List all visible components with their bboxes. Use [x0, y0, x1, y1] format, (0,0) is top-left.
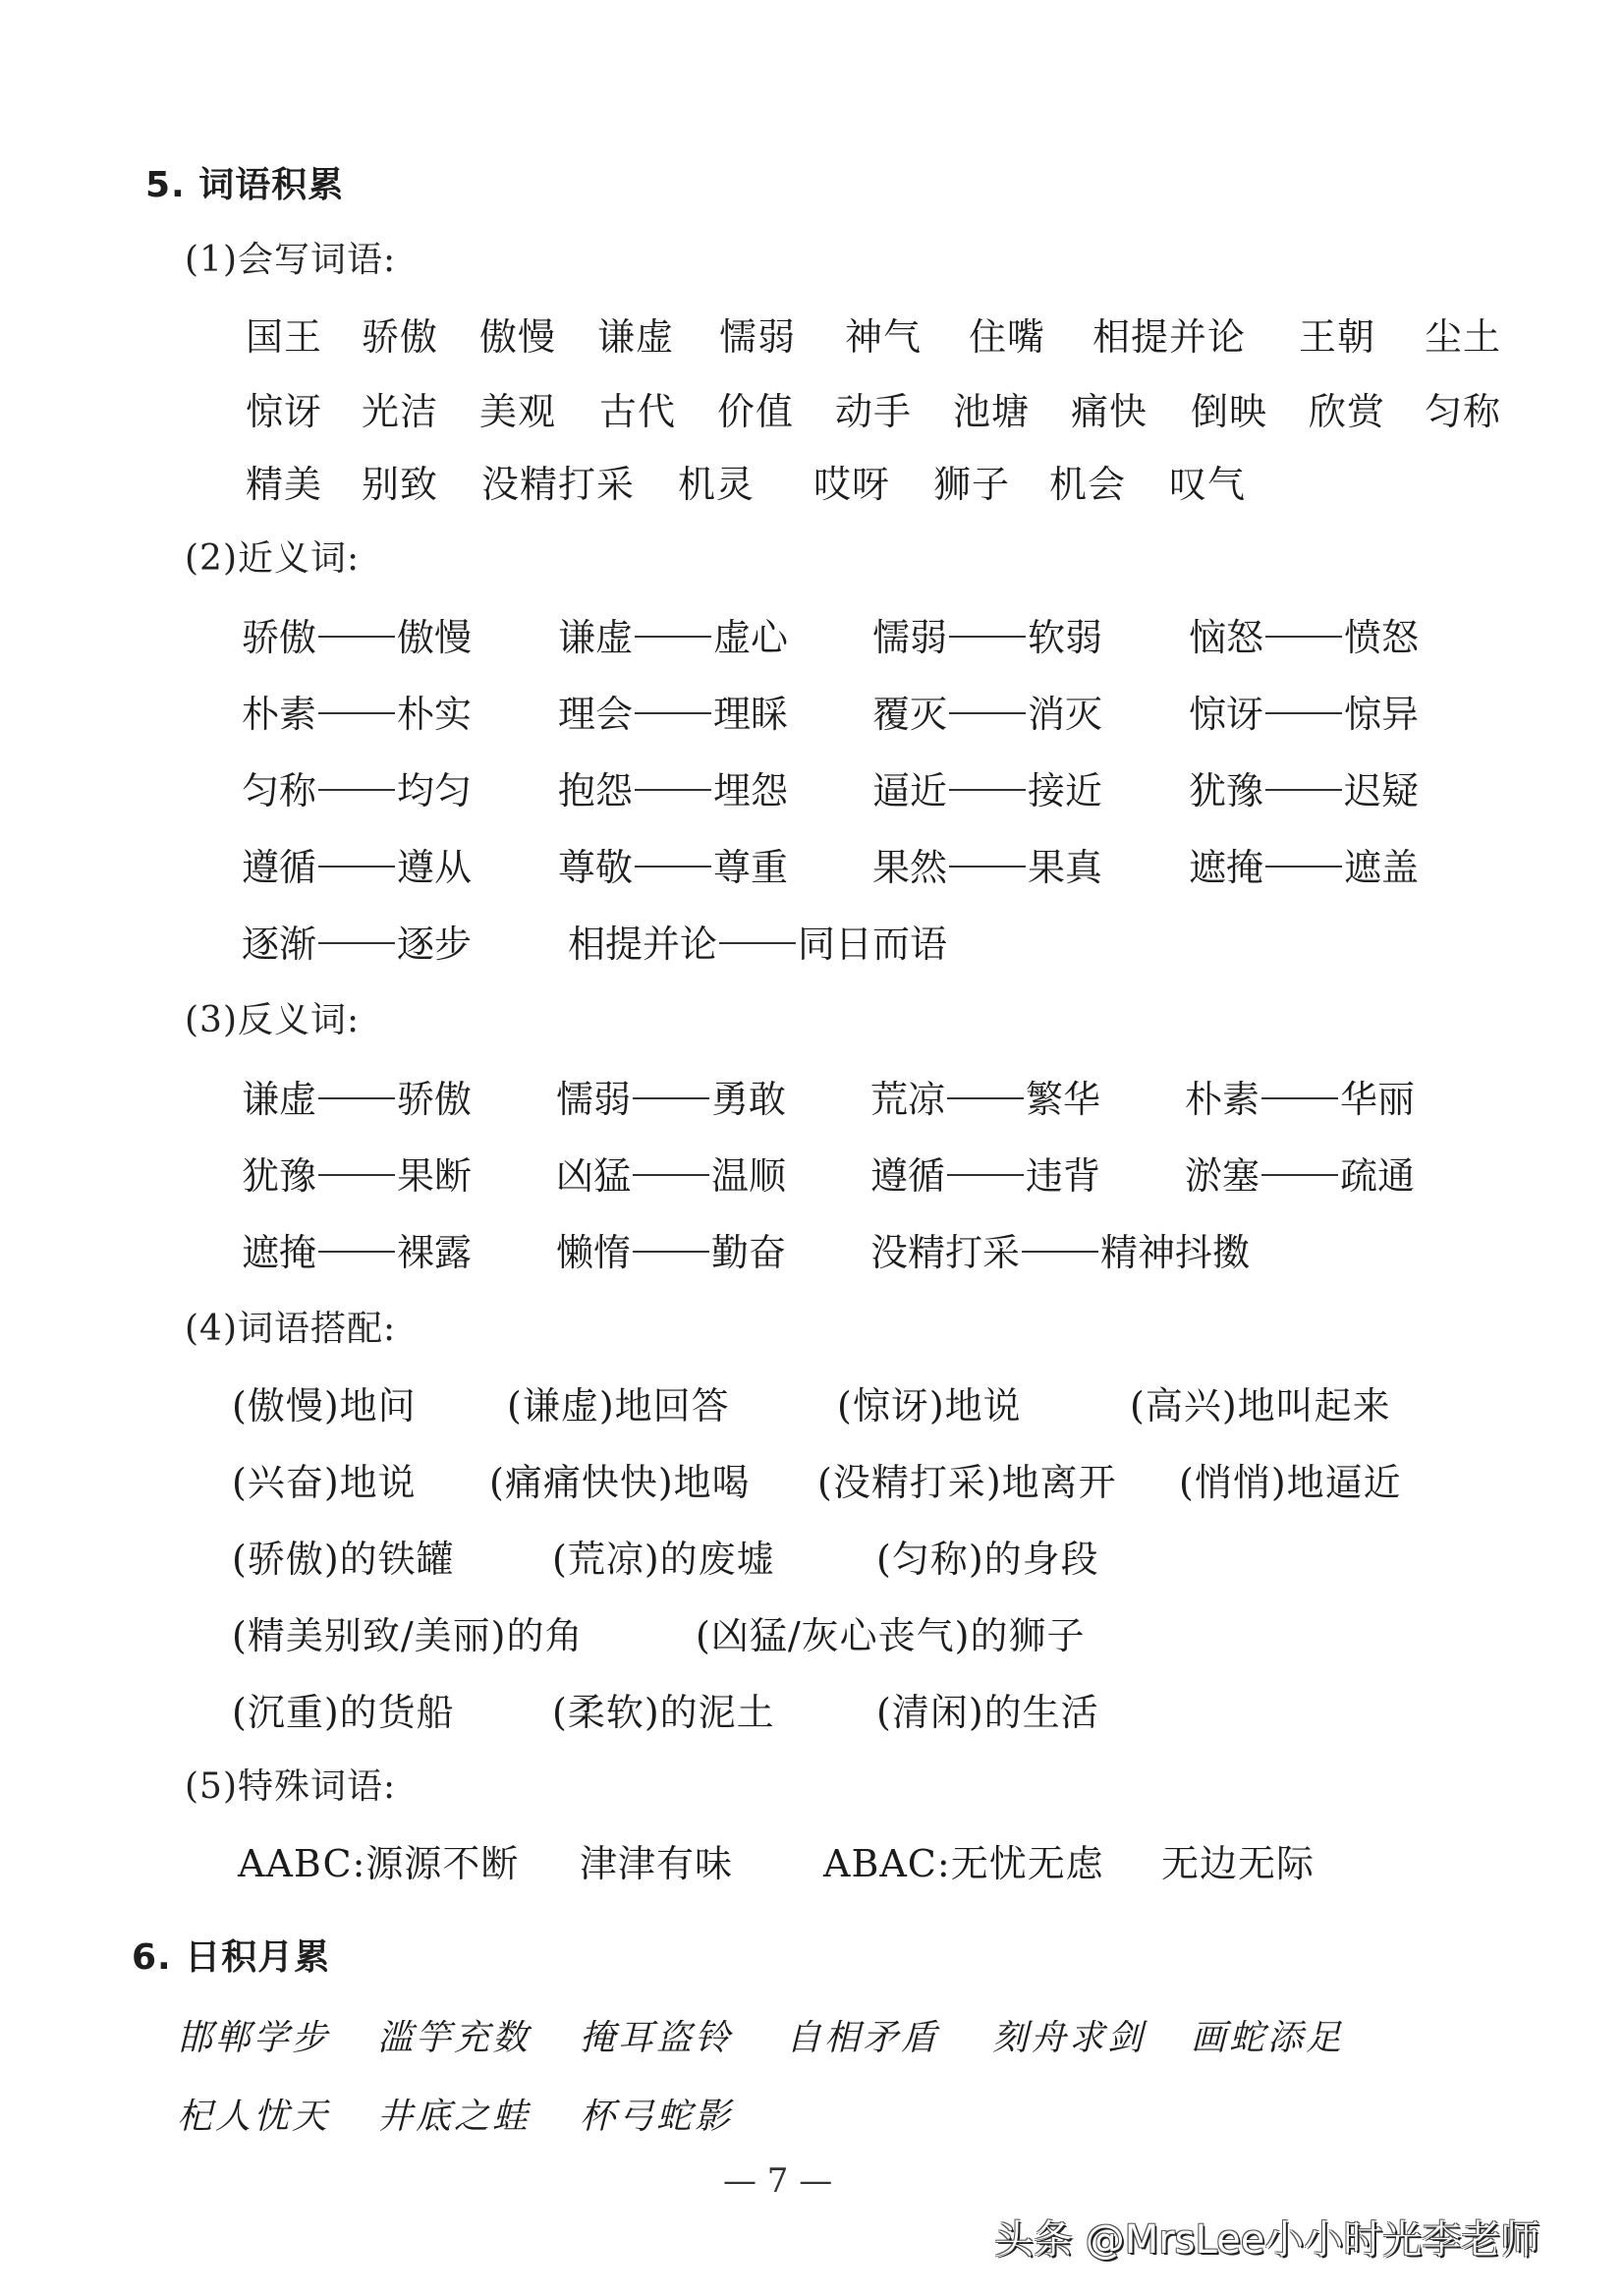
word: 果然 [872, 846, 948, 889]
part-3-title: (3)反义词: [185, 1000, 361, 1040]
word: 相提并论 [568, 923, 718, 966]
synonym-pair [558, 760, 788, 814]
word: 哎呀 [813, 463, 891, 506]
word: 愤怒 [1344, 616, 1420, 659]
dash-separator [633, 1251, 709, 1253]
word: 住嘴 [969, 315, 1046, 359]
word: 傲慢 [479, 315, 557, 359]
word: 迟疑 [1344, 769, 1420, 812]
word: 痛快 [1071, 390, 1148, 433]
dash-separator [318, 1174, 395, 1176]
collocation-item: (兴奋)地说 [232, 1461, 417, 1504]
part-2-title: (2)近义词: [185, 538, 361, 579]
dash-separator [635, 712, 711, 714]
collocation-item: (没精打采)地离开 [817, 1461, 1117, 1504]
dash-separator [947, 1097, 1024, 1099]
idiom: 杯弓蛇影 [580, 2097, 734, 2137]
word: 均匀 [397, 769, 473, 812]
word: 精神抖擞 [1100, 1231, 1251, 1274]
antonym-pair [242, 1146, 472, 1200]
dash-separator [1261, 1097, 1338, 1099]
word: 倒映 [1191, 390, 1268, 433]
word: 虚心 [713, 616, 789, 659]
word: 理睬 [713, 693, 789, 736]
collocation-item: (骄傲)的铁罐 [232, 1538, 455, 1581]
idiom: 邯郸学步 [177, 2018, 331, 2058]
word: 违背 [1026, 1154, 1101, 1198]
word: 淤塞 [1185, 1154, 1260, 1198]
antonym-pair [556, 1069, 786, 1123]
synonym-pair [872, 760, 1102, 814]
word: 遮盖 [1344, 846, 1420, 889]
word: 消灭 [1028, 693, 1103, 736]
page-number: — 7 — [723, 2161, 833, 2201]
antonym-pair [870, 1222, 1250, 1276]
word: 懦弱 [872, 616, 948, 659]
collocation-item: (沉重)的货船 [232, 1691, 455, 1734]
synonym-pair [558, 684, 788, 738]
dash-separator [949, 866, 1026, 868]
word: 谦虚 [242, 1078, 317, 1121]
dash-separator [1265, 789, 1342, 791]
word: 惊讶 [246, 390, 323, 433]
section-6-title: 6. 日积月累 [132, 1937, 331, 1978]
idiom: 杞人忧天 [177, 2097, 331, 2137]
collocation-item: (谦虚)地回答 [507, 1384, 730, 1428]
word: 遵循 [242, 846, 317, 889]
word: 朴素 [1185, 1078, 1260, 1121]
word: 果真 [1028, 846, 1103, 889]
word: 没精打采 [481, 463, 636, 506]
antonym-pair [242, 1222, 472, 1276]
word: 惊讶 [1189, 693, 1264, 736]
collocation-item: (荒凉)的废墟 [552, 1538, 775, 1581]
dash-separator [635, 866, 711, 868]
word: 骄傲 [242, 616, 317, 659]
word: 骄傲 [362, 315, 439, 359]
collocation-item: (痛痛快快)地喝 [489, 1461, 751, 1504]
word: 埋怨 [713, 769, 789, 812]
collocation-item: (惊讶)地说 [837, 1384, 1022, 1428]
word: 骄傲 [397, 1078, 473, 1121]
dash-separator [318, 866, 395, 868]
word: 遵循 [870, 1154, 946, 1198]
word: 懦弱 [556, 1078, 632, 1121]
synonym-pair [242, 760, 472, 814]
part-5-title: (5)特殊词语: [185, 1766, 397, 1807]
word: 光洁 [362, 390, 439, 433]
synonym-pair [1189, 684, 1419, 738]
section-5-title: 5. 词语积累 [145, 165, 345, 205]
word: 勇敢 [711, 1078, 787, 1121]
dash-separator [633, 1097, 709, 1099]
word: 谦虚 [597, 315, 675, 359]
word: 懒惰 [556, 1231, 632, 1274]
dash-separator [633, 1174, 709, 1176]
synonym-pair [1189, 607, 1419, 661]
word: 机灵 [678, 463, 756, 506]
word: 朴实 [397, 693, 473, 736]
word: 傲慢 [397, 616, 473, 659]
word: 价值 [717, 390, 795, 433]
dash-separator [635, 789, 711, 791]
word: 抱怨 [558, 769, 634, 812]
word: 逼近 [872, 769, 948, 812]
idiom: 刻舟求剑 [992, 2018, 1147, 2058]
collocation-item: (精美别致/美丽)的角 [232, 1614, 584, 1657]
antonym-pair [870, 1069, 1100, 1123]
synonym-pair [242, 684, 472, 738]
word: 尊敬 [558, 846, 634, 889]
word: 荒凉 [870, 1078, 946, 1121]
word: 温顺 [711, 1154, 787, 1198]
word: 软弱 [1028, 616, 1103, 659]
dash-separator [318, 1251, 395, 1253]
watermark: 头条 @MrsLee小小时光李老师 [994, 2217, 1540, 2263]
part-4-title: (4)词语搭配: [185, 1309, 397, 1349]
word: 犹豫 [1189, 769, 1264, 812]
synonym-pair [242, 607, 472, 661]
collocation-item: (柔软)的泥土 [552, 1691, 775, 1734]
dash-separator [318, 942, 395, 944]
word: 理会 [558, 693, 634, 736]
word: 谦虚 [558, 616, 634, 659]
idiom: 画蛇添足 [1191, 2018, 1345, 2058]
word: 神气 [845, 315, 923, 359]
word: 繁华 [1026, 1078, 1101, 1121]
word: 犹豫 [242, 1154, 317, 1198]
collocation-item: (凶猛/灰心丧气)的狮子 [696, 1614, 1086, 1657]
dash-separator [947, 1174, 1024, 1176]
collocation-item: (匀称)的身段 [876, 1538, 1099, 1581]
dash-separator [1261, 1174, 1338, 1176]
word: 王朝 [1299, 315, 1376, 359]
dash-separator [949, 636, 1026, 638]
dash-separator [1022, 1251, 1098, 1253]
synonym-pair [242, 914, 472, 968]
dash-separator [719, 942, 796, 944]
word: 机会 [1049, 463, 1127, 506]
word: 国王 [246, 315, 323, 359]
dash-separator [1265, 712, 1342, 714]
word: 惊异 [1344, 693, 1420, 736]
word: 池塘 [953, 390, 1031, 433]
dash-separator [949, 712, 1026, 714]
antonym-pair [556, 1222, 786, 1276]
word: 欣赏 [1309, 390, 1386, 433]
word: 匀称 [1425, 390, 1502, 433]
dash-separator [1265, 866, 1342, 868]
word: 遮掩 [1189, 846, 1264, 889]
word: 匀称 [242, 769, 317, 812]
collocation-item: (清闲)的生活 [876, 1691, 1099, 1734]
word: 裸露 [397, 1231, 473, 1274]
word: 别致 [362, 463, 439, 506]
idiom: 井底之蛙 [377, 2097, 532, 2137]
special-word: 津津有味 [580, 1842, 734, 1885]
word: 遮掩 [242, 1231, 317, 1274]
idiom: 掩耳盗铃 [580, 2018, 734, 2058]
synonym-pair [558, 837, 788, 891]
synonym-pair [872, 684, 1102, 738]
dash-separator [318, 712, 395, 714]
word: 逐步 [397, 923, 473, 966]
word: 精美 [246, 463, 323, 506]
part-1-title: (1)会写词语: [185, 240, 397, 280]
antonym-pair [242, 1069, 472, 1123]
synonym-pair [568, 914, 947, 968]
dash-separator [318, 789, 395, 791]
dash-separator [949, 789, 1026, 791]
antonym-pair [1185, 1069, 1415, 1123]
antonym-pair [556, 1146, 786, 1200]
synonym-pair [558, 607, 788, 661]
synonym-pair [1189, 760, 1419, 814]
word: 尊重 [713, 846, 789, 889]
word: 相提并论 [1092, 315, 1247, 359]
collocation-item: (傲慢)地问 [232, 1384, 417, 1428]
dash-separator [318, 1097, 395, 1099]
word: 覆灭 [872, 693, 948, 736]
word: 果断 [397, 1154, 473, 1198]
word: 同日而语 [798, 923, 948, 966]
collocation-item: (悄悄)地逼近 [1179, 1461, 1402, 1504]
synonym-pair [872, 607, 1102, 661]
word: 叹气 [1169, 463, 1247, 506]
idiom: 自相矛盾 [786, 2018, 940, 2058]
word: 没精打采 [870, 1231, 1021, 1274]
word: 狮子 [933, 463, 1011, 506]
special-word: 无边无际 [1161, 1842, 1316, 1885]
antonym-pair [870, 1146, 1100, 1200]
word: 恼怒 [1189, 616, 1264, 659]
dash-separator [318, 636, 395, 638]
word: 动手 [835, 390, 913, 433]
word: 尘土 [1425, 315, 1502, 359]
idiom: 滥竽充数 [377, 2018, 532, 2058]
word: 美观 [479, 390, 557, 433]
word: 接近 [1028, 769, 1103, 812]
word: 懦弱 [719, 315, 797, 359]
synonym-pair [872, 837, 1102, 891]
special-word-aabc: AABC:源源不断 [238, 1842, 520, 1885]
word: 遵从 [397, 846, 473, 889]
special-word-abac: ABAC:无忧无虑 [823, 1842, 1104, 1885]
word: 朴素 [242, 693, 317, 736]
antonym-pair [1185, 1146, 1415, 1200]
synonym-pair [1189, 837, 1419, 891]
dash-separator [1265, 636, 1342, 638]
word: 疏通 [1340, 1154, 1416, 1198]
collocation-item: (高兴)地叫起来 [1130, 1384, 1391, 1428]
word: 古代 [599, 390, 677, 433]
word: 勤奋 [711, 1231, 787, 1274]
dash-separator [635, 636, 711, 638]
word: 华丽 [1340, 1078, 1416, 1121]
word: 凶猛 [556, 1154, 632, 1198]
word: 逐渐 [242, 923, 317, 966]
synonym-pair [242, 837, 472, 891]
